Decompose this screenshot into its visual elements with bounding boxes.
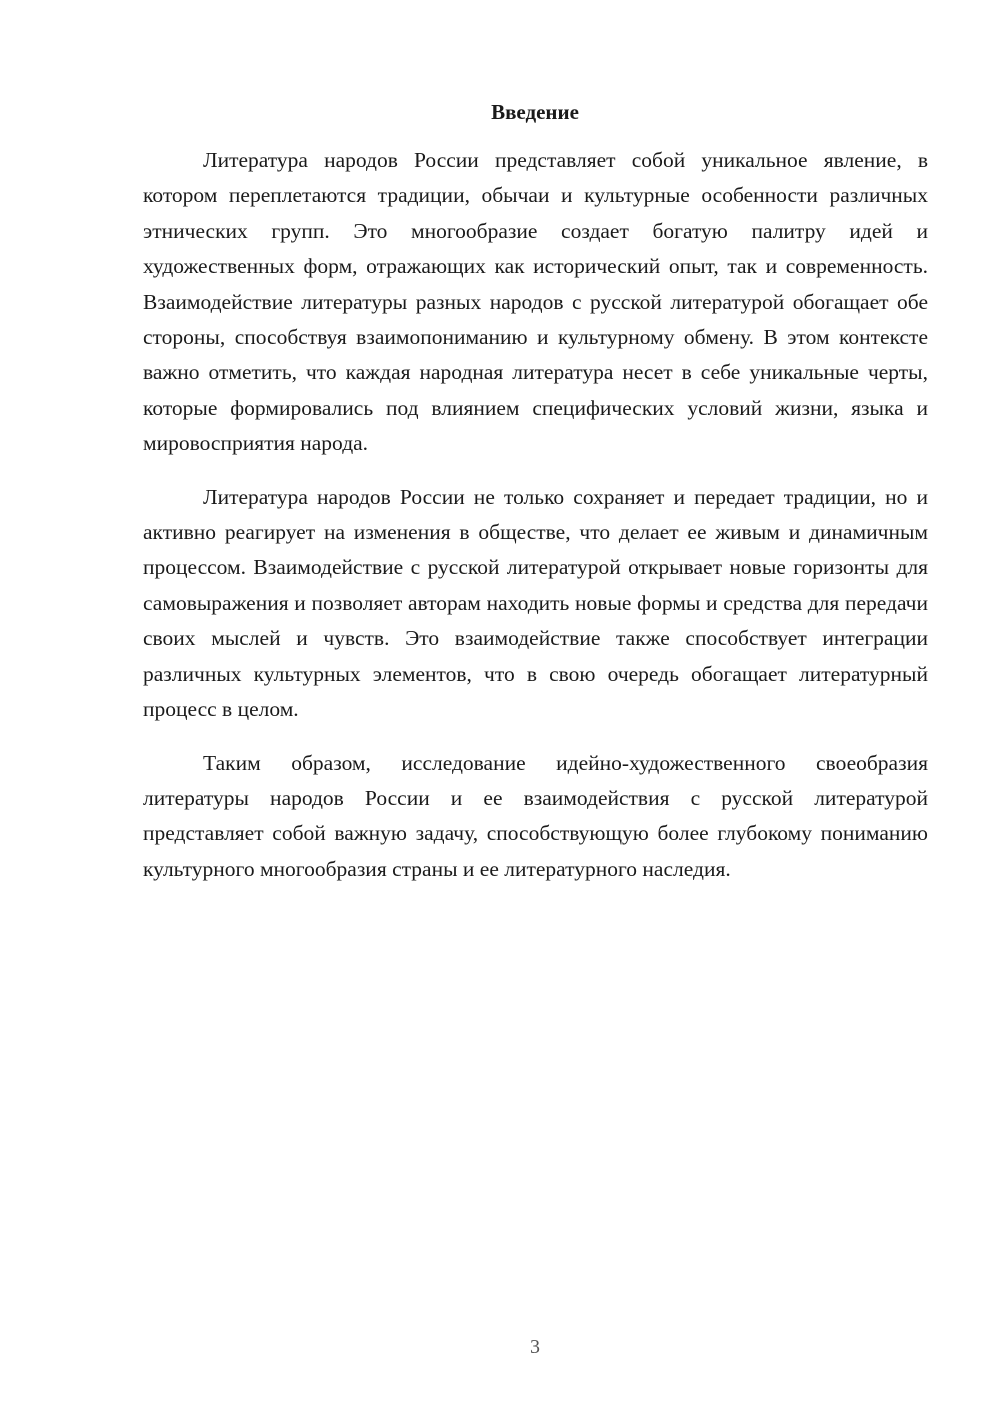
- paragraph-3: Таким образом, исследование идейно-художественного своеобразия литературы народов России и ее взаимодействия с русской литературой представляет собой важную задачу, способствующую более глубокому пониманию культурного многообразия страны и ее литературного наследия.: [143, 750, 928, 881]
- body-text: [143, 143, 928, 905]
- page-number: 3: [530, 1336, 540, 1358]
- section-heading: Введение: [491, 100, 579, 124]
- paragraph-2: Литература народов России не только сохраняет и передает традиции, но и активно реагирует на изменения в обществе, что делает ее живым и динамичным процессом. Взаимодействие с русской литературой открывает новые горизонты для самовыражения и позволяет авторам находить новые формы и средства для передачи своих мыслей и чувств. Это взаимодействие также способствует интеграции различных культурных элементов, что в свою очередь обогащает литературный процесс в целом.: [143, 484, 928, 722]
- paragraph-1: Литература народов России представляет собой уникальное явление, в котором переплетаются традиции, обычаи и культурные особенности различных этнических групп. Это многообразие создает богатую палитру идей и художественных форм, отражающих как исторический опыт, так и современность. Взаимодействие литературы разных народов с русской литературой обогащает обе стороны, способствуя взаимопониманию и культурному обмену. В этом контексте важно отметить, что каждая народная литература несет в себе уникальные черты, которые формировались под влиянием специфических условий жизни, языка и мировосприятия народа.: [143, 148, 928, 456]
